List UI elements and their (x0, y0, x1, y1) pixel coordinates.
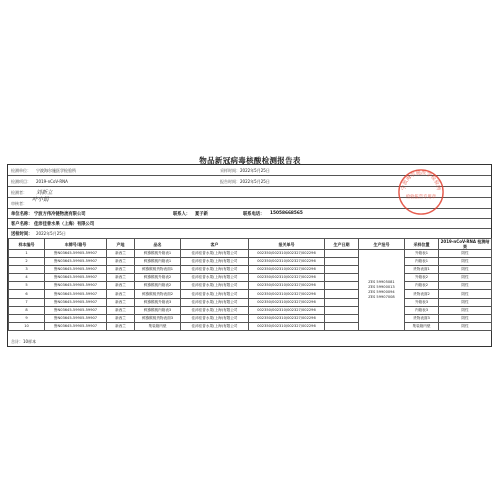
sample-date-value: 2022年5月25日 (240, 168, 270, 173)
inspector-signature: 刘新立 (36, 190, 53, 196)
header-origin: 产地 (107, 239, 135, 250)
table-cell (325, 314, 359, 322)
table-body (9, 250, 492, 331)
table-row (9, 322, 492, 330)
header-customer: 客户 (181, 239, 249, 250)
table-cell: 佳沛佳普水果(上海)有限公司 (181, 290, 249, 298)
table-cell: 佳沛佳普水果(上海)有限公司 (181, 306, 249, 314)
header-customs-no: 报关单号 (249, 239, 325, 250)
phone-value: 15058668565 (270, 211, 303, 216)
report-date-value: 2022年5月25日 (240, 179, 270, 184)
sender-value: 宁波方伟冷链物流有限公司 (34, 212, 86, 217)
table-cell: 货物表面3 (405, 314, 439, 322)
table-cell: 新西兰 (107, 250, 135, 258)
table-cell: 佳沛佳普水果(上海)有限公司 (181, 314, 249, 322)
contact-value: 夏子新 (195, 212, 208, 217)
table-row (9, 282, 492, 290)
table-row (9, 290, 492, 298)
header-plate: 车牌号/箱号 (45, 239, 107, 250)
header-sample-no: 样本编号 (9, 239, 45, 250)
table-cell: 鲁N03645-59905-59907 (45, 306, 107, 314)
reviewer-signature: 叶小娟 (32, 197, 49, 203)
table-cell: 外箱表1 (405, 250, 439, 258)
item-value: 2019-nCoV-RNA (36, 179, 68, 184)
header-batch-no: 生产批号 (359, 239, 405, 250)
table-cell: 新西兰 (107, 314, 135, 322)
table-cell: 货物表面2 (405, 290, 439, 298)
table-cell: 002350/002310/002327/002296 (249, 298, 325, 306)
table-cell: 鲜猕猴桃内箱表1 (135, 258, 181, 266)
table-cell: 002350/002310/002327/002296 (249, 274, 325, 282)
item-label: 检测项目： (11, 179, 31, 184)
table-cell (325, 266, 359, 274)
contact-label: 联系人： (173, 212, 191, 217)
batch-number: ZES 59907008 (368, 294, 395, 299)
table-cell: 佳沛佳普水果(上海)有限公司 (181, 266, 249, 274)
table-cell: 阴性 (439, 314, 492, 322)
reviewer-label: 审核者： (11, 201, 27, 206)
table-cell: 3 (9, 266, 45, 274)
table-cell: 阴性 (439, 306, 492, 314)
batch-number: ZES 59900094 (368, 289, 395, 294)
report-date-label: 报告时间： (220, 179, 240, 184)
table-cell: 佳沛佳普水果(上海)有限公司 (181, 250, 249, 258)
table-cell: 新西兰 (107, 282, 135, 290)
table-cell: 鲁N03645-59905-59907 (45, 322, 107, 330)
batch-number: ZES 59905081 (368, 279, 395, 284)
table-cell: 鲜猕猴桃内箱表2 (135, 282, 181, 290)
lab-label: 检测单位： (11, 168, 31, 173)
table-cell: 阴性 (439, 266, 492, 274)
table-cell: 佳沛佳普水果(上海)有限公司 (181, 322, 249, 330)
table-cell: 新西兰 (107, 258, 135, 266)
table-row (9, 298, 492, 306)
table-cell: 阴性 (439, 298, 492, 306)
header-product: 品名 (135, 239, 181, 250)
table-cell (325, 290, 359, 298)
inspector-label: 检测者： (11, 190, 27, 195)
table-header-row (9, 239, 492, 250)
table-cell: 002350/002310/002327/002296 (249, 306, 325, 314)
table-cell: 外箱表3 (405, 298, 439, 306)
table-cell: 鲁N03645-59905-59907 (45, 282, 107, 290)
table-cell: 鲜猕猴桃货物表面2 (135, 290, 181, 298)
table-cell: 集装箱内壁 (405, 322, 439, 330)
table-cell: 5 (9, 282, 45, 290)
official-seal-stamp (397, 168, 445, 216)
table-cell (325, 298, 359, 306)
table-cell: 7 (9, 298, 45, 306)
table-row (9, 258, 492, 266)
table-cell: 新西兰 (107, 306, 135, 314)
table-cell: 002350/002310/002327/002296 (249, 322, 325, 330)
table-cell: 货物表面1 (405, 266, 439, 274)
table-cell: 内箱表2 (405, 282, 439, 290)
table-cell: 鲜猕猴桃外箱表1 (135, 250, 181, 258)
table-cell (325, 258, 359, 266)
table-cell: 9 (9, 314, 45, 322)
table-cell: 10 (9, 322, 45, 330)
table-cell: 新西兰 (107, 290, 135, 298)
table-row (9, 314, 492, 322)
table-cell (325, 250, 359, 258)
table-row (9, 274, 492, 282)
table-cell: 002350/002310/002327/002296 (249, 290, 325, 298)
report-title: 物品新冠病毒核酸检测报告表 (199, 156, 301, 165)
send-date-row (8, 229, 491, 238)
table-cell: 1 (9, 250, 45, 258)
table-cell: 002350/002310/002327/002296 (249, 314, 325, 322)
table-row (9, 266, 492, 274)
table-cell: 鲜猕猴桃货物表面3 (135, 314, 181, 322)
table-cell: 新西兰 (107, 274, 135, 282)
table-cell: 鲜猕猴桃外箱表2 (135, 274, 181, 282)
table-cell: 新西兰 (107, 266, 135, 274)
receiver-value: 佳沛佳普水果（上海）有限公司 (34, 222, 95, 227)
table-cell: 阴性 (439, 258, 492, 266)
table-cell: 鲁N03645-59905-59907 (45, 298, 107, 306)
table-cell (325, 282, 359, 290)
table-cell: 002350/002310/002327/002296 (249, 282, 325, 290)
receiver-row (8, 219, 491, 229)
table-cell: 鲁N03645-59905-59907 (45, 266, 107, 274)
total-row (8, 336, 491, 347)
sample-date-label: 采样时间： (220, 168, 240, 173)
table-cell: 阴性 (439, 322, 492, 330)
batch-number: ZES 59900013 (368, 284, 395, 289)
table-row (9, 250, 492, 258)
header-result: 2019-nCoV-RNA 检测结果 (439, 239, 492, 250)
table-cell (325, 306, 359, 314)
table-cell: 鲜猕猴桃货物表面1 (135, 266, 181, 274)
stamp-bottom-text: 检验报告专用章 (405, 194, 437, 200)
table-cell: 外箱表2 (405, 274, 439, 282)
table-cell: 佳沛佳普水果(上海)有限公司 (181, 258, 249, 266)
table-cell: 佳沛佳普水果(上海)有限公司 (181, 282, 249, 290)
table-row (9, 306, 492, 314)
table-cell: 6 (9, 290, 45, 298)
table-cell: 佳沛佳普水果(上海)有限公司 (181, 298, 249, 306)
table-cell: 002350/002310/002327/002296 (249, 266, 325, 274)
table-cell: 2 (9, 258, 45, 266)
table-cell: 新西兰 (107, 322, 135, 330)
table-cell: 002350/002310/002327/002296 (249, 250, 325, 258)
table-cell: 鲜猕猴桃内箱表3 (135, 306, 181, 314)
send-date-label: 送检时间： (11, 232, 33, 237)
table-cell: 鲁N03645-59905-59907 (45, 274, 107, 282)
table-cell: 8 (9, 306, 45, 314)
table-cell: 鲁N03645-59905-59907 (45, 314, 107, 322)
phone-label: 联系电话： (243, 212, 265, 217)
batch-number-cell (359, 250, 405, 331)
table-cell: 鲁N03645-59905-59907 (45, 258, 107, 266)
table-cell: 阴性 (439, 250, 492, 258)
svg-text:宁波海尔施医学检验所 (400, 169, 442, 191)
table-cell: 集装箱内壁 (135, 322, 181, 330)
receiver-label: 客户名称： (11, 222, 33, 227)
table-cell: 鲁N03645-59905-59907 (45, 290, 107, 298)
sender-label: 单位名称： (11, 212, 33, 217)
table-cell: 佳沛佳普水果(上海)有限公司 (181, 274, 249, 282)
sample-table (8, 238, 492, 331)
send-date-value: 2022年5月25日 (36, 231, 66, 236)
table-cell (325, 274, 359, 282)
table-cell: 新西兰 (107, 298, 135, 306)
total-text: 合计：10样本 (11, 339, 37, 344)
header-production-date: 生产日期 (325, 239, 359, 250)
table-cell: 4 (9, 274, 45, 282)
table-cell: 鲁N03645-59905-59907 (45, 250, 107, 258)
table-cell: 阴性 (439, 290, 492, 298)
lab-value: 宁波海尔施医学检验所 (36, 168, 76, 173)
table-cell: 内箱表1 (405, 258, 439, 266)
table-cell: 鲜猕猴桃外箱表3 (135, 298, 181, 306)
table-cell: 阴性 (439, 274, 492, 282)
table-cell: 002350/002310/002327/002296 (249, 258, 325, 266)
table-cell (325, 322, 359, 330)
table-cell: 阴性 (439, 282, 492, 290)
stamp-arc-text: 宁波海尔施医学检验所 (401, 170, 441, 191)
table-cell: 内箱表3 (405, 306, 439, 314)
header-sample-location: 采样位置 (405, 239, 439, 250)
